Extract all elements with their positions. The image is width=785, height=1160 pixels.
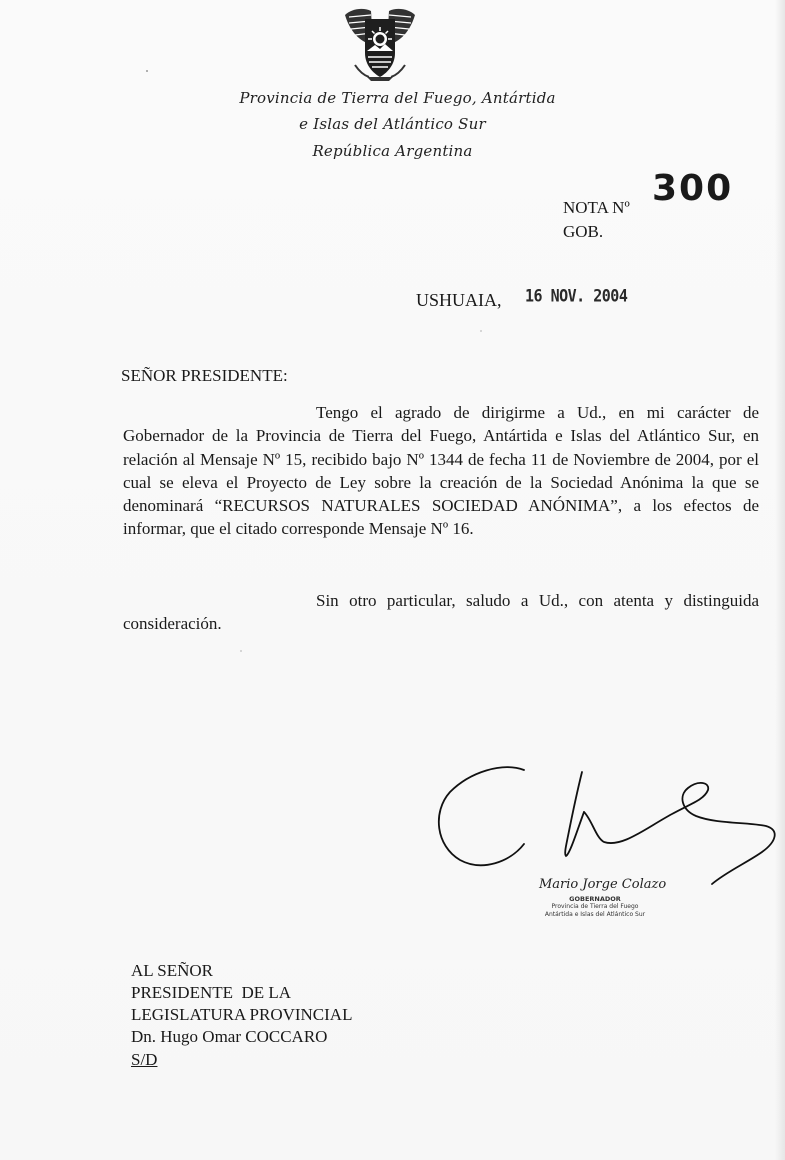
salutation: SEÑOR PRESIDENTE: xyxy=(121,366,288,385)
header-province-line1: Provincia de Tierra del Fuego, Antártida xyxy=(239,89,556,107)
city-label: USHUAIA, xyxy=(416,290,502,310)
addressee-line3: LEGISLATURA PROVINCIAL xyxy=(131,1005,353,1024)
header-province-line2: e Islas del Atlántico Sur xyxy=(299,115,486,133)
body-paragraph-2: Sin otro particular, saludo a Ud., con atenta y distinguida consideración. xyxy=(123,591,759,634)
nota-number-stamp: 300 xyxy=(652,168,734,209)
scan-speck xyxy=(146,70,148,72)
date-stamp: 16 NOV. 2004 xyxy=(525,285,628,307)
signer-name: Mario Jorge Colazo xyxy=(539,877,667,892)
signer-province-line2: Antártida e Islas del Atlántico Sur xyxy=(544,911,646,918)
addressee-line5: S/D xyxy=(131,1050,158,1069)
addressee-line4: Dn. Hugo Omar COCCARO xyxy=(131,1027,328,1046)
signer-title: GOBERNADOR xyxy=(569,895,621,903)
nota-label: NOTA Nº xyxy=(563,198,630,217)
provincial-emblem-icon xyxy=(337,5,423,83)
header-country-line: República Argentina xyxy=(312,142,473,160)
scan-edge xyxy=(775,0,785,1160)
body-paragraph-1: Tengo el agrado de dirigirme a Ud., en mi carácter de Gobernador de la Provincia de Tierra del Fuego, Antártida e Islas del Atlántico Sur, en relación al Mensaje Nº 15, recibido bajo Nº 1344 de fecha 11 de Noviembre de 2004, por el cual se eleva el Proyecto de Ley sobre la creación de la Sociedad Anónima la que se denominará “RECURSOS NATURALES SOCIEDAD ANÓNIMA”, a los efectos de informar, que el citado corresponde Mensaje Nº 16. xyxy=(123,403,759,539)
addressee-line1: AL SEÑOR xyxy=(131,961,214,980)
office-code: GOB. xyxy=(563,222,604,241)
scan-speck xyxy=(240,650,242,652)
scan-speck xyxy=(480,330,482,332)
signer-province-line1: Provincia de Tierra del Fuego xyxy=(551,903,639,910)
addressee-line2: PRESIDENTE DE LA xyxy=(131,983,292,1002)
